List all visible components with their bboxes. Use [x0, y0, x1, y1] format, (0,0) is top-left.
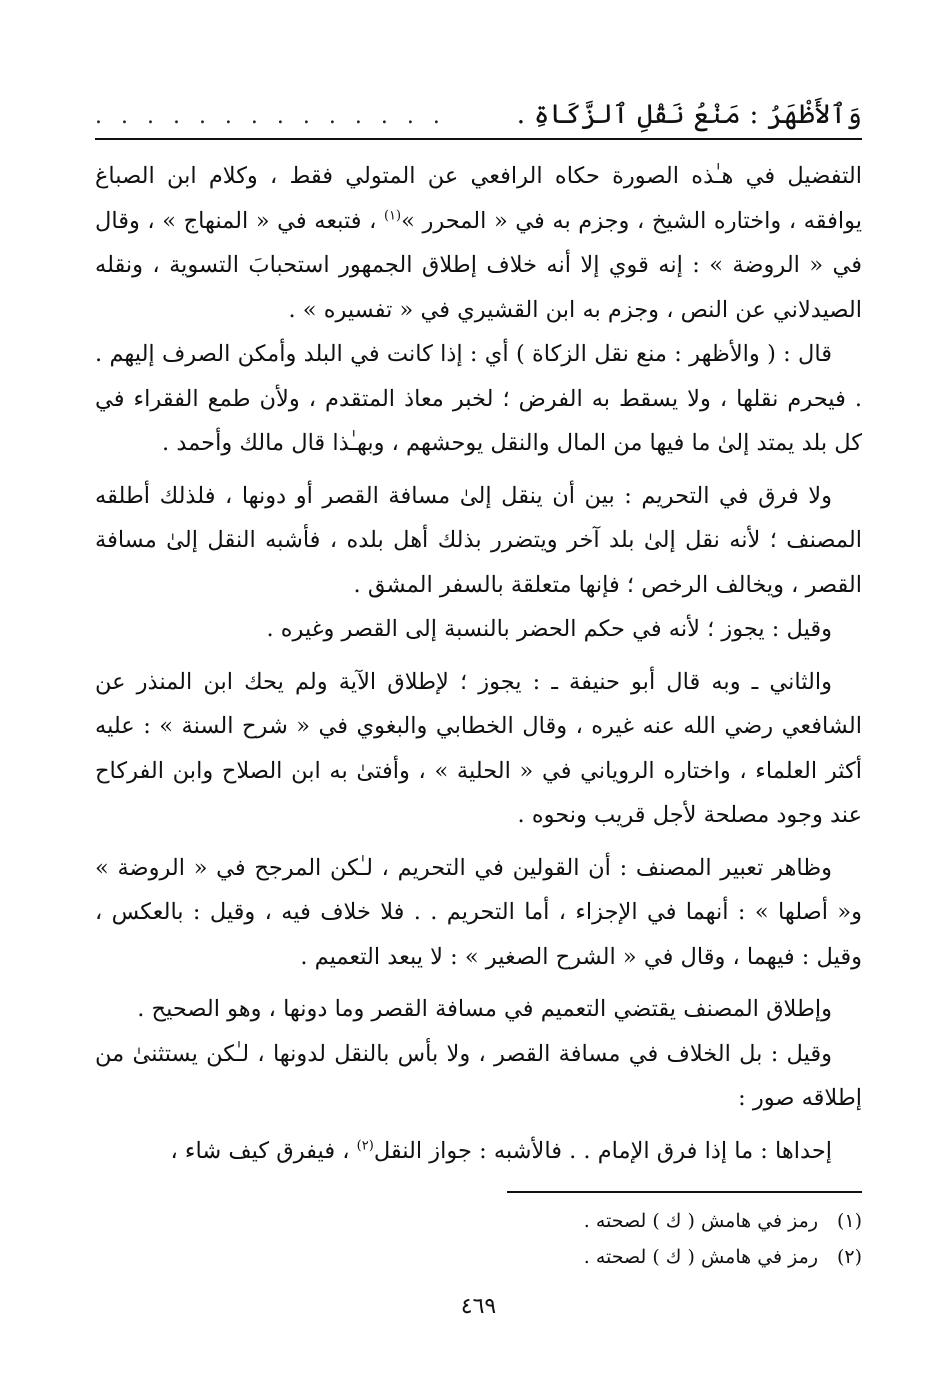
running-head-title: وَٱلأَظْهَرُ : مَنْعُ نَقْلِ ٱلزَّكَاةِ . — [516, 98, 862, 130]
paragraph-1 — [95, 154, 862, 332]
running-head-dots: . . . . . . . . . . . . . . — [95, 104, 446, 130]
paragraph-9-text-a: إحداها : ما إذا فرق الإمام . . فالأشبه : جواز النقل — [373, 1137, 832, 1164]
footnotes — [95, 1203, 862, 1275]
footnote-ref-1: (١) — [383, 208, 402, 223]
paragraph-6: وظاهر تعبير المصنف : أن القولين في التحريم ، لـٰكن المرجح في « الروضة » و« أصلها » : أنهما في الإجزاء ، أما التحريم . . فلا خلاف فيه ، وقيل : بالعكس ، وقيل : فيهما ، وقال في « الشرح الصغير » : لا يبعد التعميم . — [95, 854, 862, 970]
page-number: ٤٦٩ — [460, 1294, 497, 1319]
footnote-2-number: (٢) — [836, 1246, 862, 1268]
footnote-ref-2: (٢) — [356, 1138, 374, 1153]
paragraph-9 — [95, 1129, 862, 1174]
paragraph-9-text-b: ، فيفرق كيف شاء ، — [170, 1137, 350, 1164]
header-rule — [95, 138, 862, 140]
footnote-1-text: رمز في هامش ( ك ) لصحته . — [583, 1210, 818, 1232]
paragraph-3: ولا فرق في التحريم : بين أن ينقل إلىٰ مسافة القصر أو دونها ، فلذلك أطلقه المصنف ؛ لأنه نقل إلىٰ بلد آخر ويتضرر بذلك أهل بلده ، فأشبه النقل إلىٰ مسافة القصر ، ويخالف الرخص ؛ فإنها متعلقة بالسفر المشق . — [95, 482, 862, 598]
footnote-1 — [95, 1203, 862, 1239]
paragraph-1-text-a: التفضيل في هـٰذه الصورة حكاه الرافعي عن المتولي فقط ، وكلام ابن الصباغ يوافقه ، واختاره الشيخ ، وجزم به في « المحرر » — [95, 163, 863, 234]
paragraph-1-text-b: ، فتبعه في « المنهاج » ، وقال في « الروضة » : إنه قوي إلا أنه خلاف إطلاق الجمهور استحبابَ التسوية ، ونقله الصيدلاني عن النص ، وجزم به ابن القشيري في « تفسيره » . — [95, 207, 862, 323]
paragraph-4: وقيل : يجوز ؛ لأنه في حكم الحضر بالنسبة إلى القصر وغيره . — [266, 616, 832, 642]
footnote-1-number: (١) — [836, 1210, 862, 1232]
footnote-2-text: رمز في هامش ( ك ) لصحته . — [583, 1246, 818, 1268]
paragraph-8: وقيل : بل الخلاف في مسافة القصر ، ولا بأس بالنقل لدونها ، لـٰكن يستثنىٰ من إطلاقه صور : — [95, 1040, 862, 1111]
book-page — [95, 60, 862, 1340]
paragraph-7: وإطلاق المصنف يقتضي التعميم في مسافة القصر وما دونها ، وهو الصحيح . — [137, 996, 832, 1022]
main-text — [95, 154, 862, 1173]
footnote-2 — [95, 1239, 862, 1275]
paragraph-5: والثاني ـ وبه قال أبو حنيفة ـ : يجوز ؛ لإطلاق الآية ولم يحك ابن المنذر عن الشافعي رضي الله عنه غيره ، وقال الخطابي والبغوي في « شرح السنة » : عليه أكثر العلماء ، واختاره الروياني في « الحلية » ، وأفتىٰ به ابن الصلاح وابن الفركاح عند وجود مصلحة لأجل قريب ونحوه . — [95, 668, 862, 828]
paragraph-2: قال : ( والأظهر : منع نقل الزكاة ) أي : إذا كانت في البلد وأمكن الصرف إليهم . . فيحرم نقلها ، ولا يسقط به الفرض ؛ لخبر معاذ المتقدم ، ولأن طمع الفقراء في كل بلد يمتد إلىٰ ما فيها من المال والنقل يوحشهم ، وبهـٰذا قال مالك وأحمد . — [95, 341, 862, 456]
footnote-rule — [507, 1191, 862, 1193]
running-head — [95, 60, 862, 138]
